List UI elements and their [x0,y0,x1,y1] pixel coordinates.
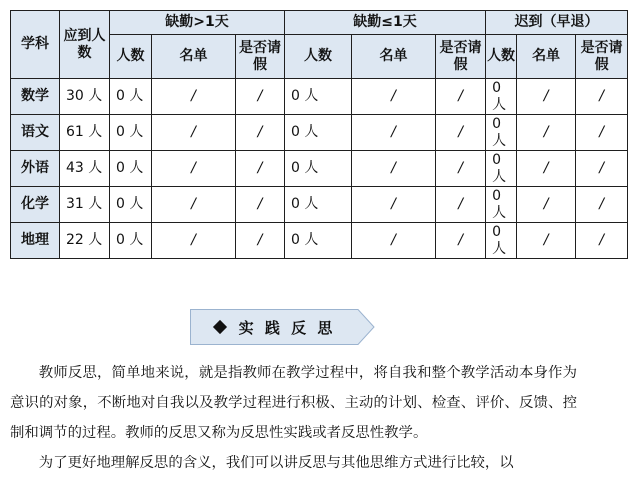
table-row [11,79,628,115]
absence-within-1-day-header: 缺勤≤1天 [285,11,486,35]
name-list-cell: / [352,151,436,187]
name-list-cell: / [352,79,436,115]
table-row [11,151,628,187]
reflection-paragraph: 教师反思，简单地来说，就是指教师在教学过程中，将自我和整个教学活动本身作为意识的对象，不断地对自我以及教学过程进行积极、主动的计划、检查、评价、反馈、控制和调节的过程。教师的反思又称为反思性实践或者反思性教学。 [10,365,577,441]
count-cell: 0 人 [110,223,152,259]
count-cell: 0 人 [110,151,152,187]
count-cell: 0 人 [110,79,152,115]
name-list-cell: / [152,79,236,115]
name-list-cell: / [517,223,576,259]
leave-requested-cell: / [436,151,486,187]
count-cell: 0 人 [486,223,517,259]
count-cell: 0 人 [486,115,517,151]
table-row [11,187,628,223]
expected-count-header: 应到人数 [60,11,110,79]
expected-count-cell: 43 人 [60,151,110,187]
diamond-bullet-icon [213,320,227,334]
table-row [11,115,628,151]
leave-requested-cell: / [236,223,285,259]
name-list-cell: / [517,151,576,187]
count-cell: 0 人 [110,115,152,151]
name-list-cell: / [352,223,436,259]
count-cell: 0 人 [285,187,352,223]
subject-cell: 数学 [11,79,60,115]
leave-requested-subheader: 是否请假 [436,35,486,79]
name-list-cell: / [517,115,576,151]
leave-requested-cell: / [236,151,285,187]
expected-count-cell: 30 人 [60,79,110,115]
leave-requested-subheader: 是否请假 [236,35,285,79]
count-subheader: 人数 [285,35,352,79]
name-list-subheader: 名单 [517,35,576,79]
table-row [11,223,628,259]
count-cell: 0 人 [486,79,517,115]
count-cell: 0 人 [285,151,352,187]
leave-requested-cell: / [576,115,628,151]
comparison-paragraph: 为了更好地理解反思的含义，我们可以讲反思与其他思维方式进行比较，以 [38,455,514,471]
leave-requested-cell: / [236,115,285,151]
leave-requested-cell: / [236,79,285,115]
name-list-cell: / [517,79,576,115]
count-subheader: 人数 [110,35,152,79]
count-cell: 0 人 [285,79,352,115]
count-cell: 0 人 [486,151,517,187]
leave-requested-cell: / [576,187,628,223]
section-title: 实 践 反 思 [238,318,336,337]
name-list-cell: / [352,187,436,223]
leave-requested-subheader: 是否请假 [576,35,628,79]
leave-requested-cell: / [436,223,486,259]
count-subheader: 人数 [486,35,517,79]
subject-cell: 地理 [11,223,60,259]
attendance-table [10,10,628,259]
leave-requested-cell: / [436,79,486,115]
expected-count-cell: 31 人 [60,187,110,223]
leave-requested-cell: / [236,187,285,223]
leave-requested-cell: / [576,151,628,187]
count-cell: 0 人 [285,223,352,259]
name-list-cell: / [152,115,236,151]
count-cell: 0 人 [110,187,152,223]
name-list-cell: / [152,187,236,223]
leave-requested-cell: / [576,223,628,259]
subject-header: 学科 [11,11,60,79]
count-cell: 0 人 [486,187,517,223]
count-cell: 0 人 [285,115,352,151]
leave-requested-cell: / [576,79,628,115]
name-list-subheader: 名单 [152,35,236,79]
late-early-leave-header: 迟到（早退） [486,11,628,35]
name-list-cell: / [152,223,236,259]
subject-cell: 外语 [11,151,60,187]
expected-count-cell: 22 人 [60,223,110,259]
subject-cell: 化学 [11,187,60,223]
expected-count-cell: 61 人 [60,115,110,151]
name-list-subheader: 名单 [352,35,436,79]
name-list-cell: / [152,151,236,187]
leave-requested-cell: / [436,187,486,223]
name-list-cell: / [517,187,576,223]
subject-cell: 语文 [11,115,60,151]
section-tag [190,309,375,345]
name-list-cell: / [352,115,436,151]
leave-requested-cell: / [436,115,486,151]
absence-over-1-day-header: 缺勤>1天 [110,11,285,35]
